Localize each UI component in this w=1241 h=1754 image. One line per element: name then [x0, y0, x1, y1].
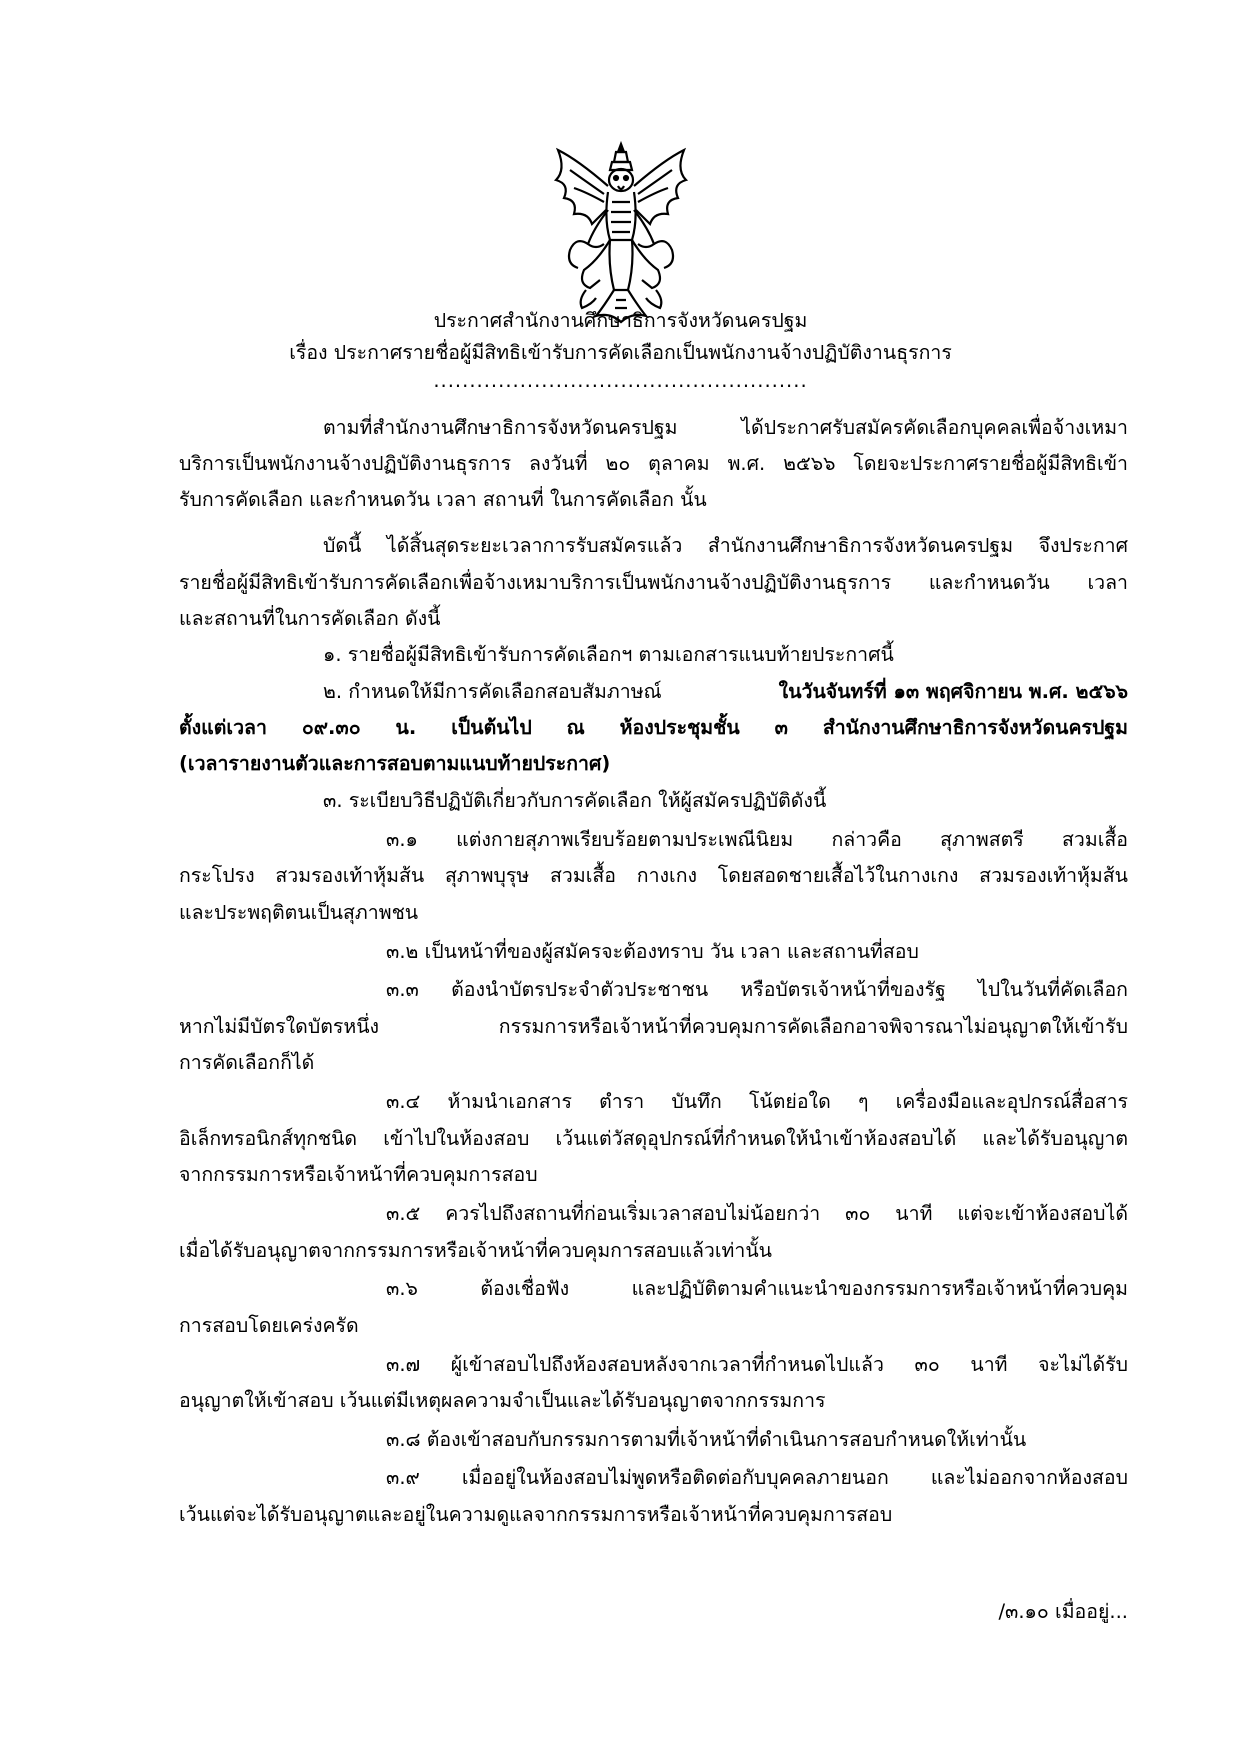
paragraph-2-line-1: บัดนี้ ได้สิ้นสุดระยะเวลาการรับสมัครแล้ว สำนักงานศึกษาธิการจังหวัดนครปฐม จึงประกาศ	[323, 534, 1128, 557]
announcement-subject: เรื่อง ประกาศรายชื่อผู้มีสิทธิเข้ารับการคัดเลือกเป็นพนักงานจ้างปฏิบัติงานธุรการ	[289, 341, 952, 364]
announcement-title: ประกาศสำนักงานศึกษาธิการจังหวัดนครปฐม	[433, 309, 808, 332]
sub-3-1-line-1: ๓.๑ แต่งกายสุภาพเรียบร้อยตามประเพณีนิยม กล่าวคือ สุภาพสตรี สวมเสื้อ	[386, 828, 1128, 851]
paragraph-1-line-1: ตามที่สำนักงานศึกษาธิการจังหวัดนครปฐม ได้ประกาศรับสมัครคัดเลือกบุคคลเพื่อจ้างเหมา	[323, 416, 1128, 439]
garuda-emblem-icon	[548, 140, 694, 330]
header-separator: ....................................................	[433, 369, 808, 392]
item-2-line-2: ตั้งแต่เวลา ๐๙.๓๐ น. เป็นต้นไป ณ ห้องประชุมชั้น ๓ สำนักงานศึกษาธิการจังหวัดนครปฐม	[179, 716, 1128, 739]
sub-3-4-line-2: อิเล็กทรอนิกส์ทุกชนิด เข้าไปในห้องสอบ เว้นแต่วัสดุอุปกรณ์ที่กำหนดให้นำเข้าห้องสอบได้ และได้รับอนุญาต	[179, 1127, 1128, 1150]
item-2-text: ๒. กำหนดให้มีการคัดเลือกสอบสัมภาษณ์	[323, 680, 662, 703]
sub-3-4-line-3: จากกรรมการหรือเจ้าหน้าที่ควบคุมการสอบ	[179, 1163, 538, 1186]
sub-3-5-line-1: ๓.๕ ควรไปถึงสถานที่ก่อนเริ่มเวลาสอบไม่น้อยกว่า ๓๐ นาที แต่จะเข้าห้องสอบได้	[386, 1202, 1128, 1225]
sub-3-1-line-3: และประพฤติตนเป็นสุภาพชน	[179, 901, 419, 924]
item-1: ๑. รายชื่อผู้มีสิทธิเข้ารับการคัดเลือกฯ ตามเอกสารแนบท้ายประกาศนี้	[323, 643, 894, 666]
page-continuation: /๓.๑๐ เมื่ออยู่...	[998, 1600, 1128, 1623]
sub-3-6-line-1: ๓.๖ ต้องเชื่อฟัง และปฏิบัติตามคำแนะนำของกรรมการหรือเจ้าหน้าที่ควบคุม	[386, 1277, 1128, 1300]
item-2-line-1	[323, 679, 1128, 705]
sub-3-1-line-2: กระโปรง สวมรองเท้าหุ้มส้น สุภาพบุรุษ สวมเสื้อ กางเกง โดยสอดชายเสื้อไว้ในกางเกง สวมรองเท้าหุ้มส้น	[179, 864, 1128, 887]
sub-3-4-line-1: ๓.๔ ห้ามนำเอกสาร ตำรา บันทึก โน้ตย่อใด ๆ เครื่องมือและอุปกรณ์สื่อสาร	[386, 1090, 1128, 1113]
sub-3-9-line-2: เว้นแต่จะได้รับอนุญาตและอยู่ในความดูแลจากกรรมการหรือเจ้าหน้าที่ควบคุมการสอบ	[179, 1503, 893, 1526]
sub-3-3-line-2: หากไม่มีบัตรใดบัตรหนึ่ง กรรมการหรือเจ้าหน้าที่ควบคุมการคัดเลือกอาจพิจารณาไม่อนุญาตให้เข้ารับ	[179, 1015, 1128, 1038]
paragraph-2-line-3: และสถานที่ในการคัดเลือก ดังนี้	[179, 607, 441, 630]
paragraph-2-line-2: รายชื่อผู้มีสิทธิเข้ารับการคัดเลือกเพื่อจ้างเหมาบริการเป็นพนักงานจ้างปฏิบัติงานธุรการ และกำหนดวัน เวลา	[179, 571, 1128, 594]
sub-3-5-line-2: เมื่อได้รับอนุญาตจากกรรมการหรือเจ้าหน้าที่ควบคุมการสอบแล้วเท่านั้น	[179, 1239, 772, 1262]
sub-3-7-line-2: อนุญาตให้เข้าสอบ เว้นแต่มีเหตุผลความจำเป็นและได้รับอนุญาตจากกรรมการ	[179, 1389, 826, 1412]
sub-3-9-line-1: ๓.๙ เมื่ออยู่ในห้องสอบไม่พูดหรือติดต่อกับบุคคลภายนอก และไม่ออกจากห้องสอบ	[386, 1466, 1128, 1489]
item-3: ๓. ระเบียบวิธีปฏิบัติเกี่ยวกับการคัดเลือก ให้ผู้สมัครปฏิบัติดังนี้	[323, 789, 827, 812]
sub-3-6-line-2: การสอบโดยเคร่งครัด	[179, 1314, 359, 1337]
item-2-line-3: (เวลารายงานตัวและการสอบตามแนบท้ายประกาศ)	[179, 752, 611, 775]
sub-3-3-line-3: การคัดเลือกก็ได้	[179, 1051, 315, 1074]
paragraph-1-line-3: รับการคัดเลือก และกำหนดวัน เวลา สถานที่ ในการคัดเลือก นั้น	[179, 488, 707, 511]
sub-3-3-line-1: ๓.๓ ต้องนำบัตรประจำตัวประชาชน หรือบัตรเจ้าหน้าที่ของรัฐ ไปในวันที่คัดเลือก	[386, 978, 1128, 1001]
sub-3-7-line-1: ๓.๗ ผู้เข้าสอบไปถึงห้องสอบหลังจากเวลาที่กำหนดไปแล้ว ๓๐ นาที จะไม่ได้รับ	[386, 1353, 1128, 1376]
item-2-date: ในวันจันทร์ที่ ๑๓ พฤศจิกายน พ.ศ. ๒๕๖๖	[778, 680, 1128, 703]
sub-3-2: ๓.๒ เป็นหน้าที่ของผู้สมัครจะต้องทราบ วัน เวลา และสถานที่สอบ	[386, 940, 919, 963]
paragraph-1-line-2: บริการเป็นพนักงานจ้างปฏิบัติงานธุรการ ลงวันที่ ๒๐ ตุลาคม พ.ศ. ๒๕๖๖ โดยจะประกาศรายชื่อผู้มีสิทธิเข้า	[179, 452, 1128, 475]
sub-3-8: ๓.๘ ต้องเข้าสอบกับกรรมการตามที่เจ้าหน้าที่ดำเนินการสอบกำหนดให้เท่านั้น	[386, 1428, 1027, 1451]
